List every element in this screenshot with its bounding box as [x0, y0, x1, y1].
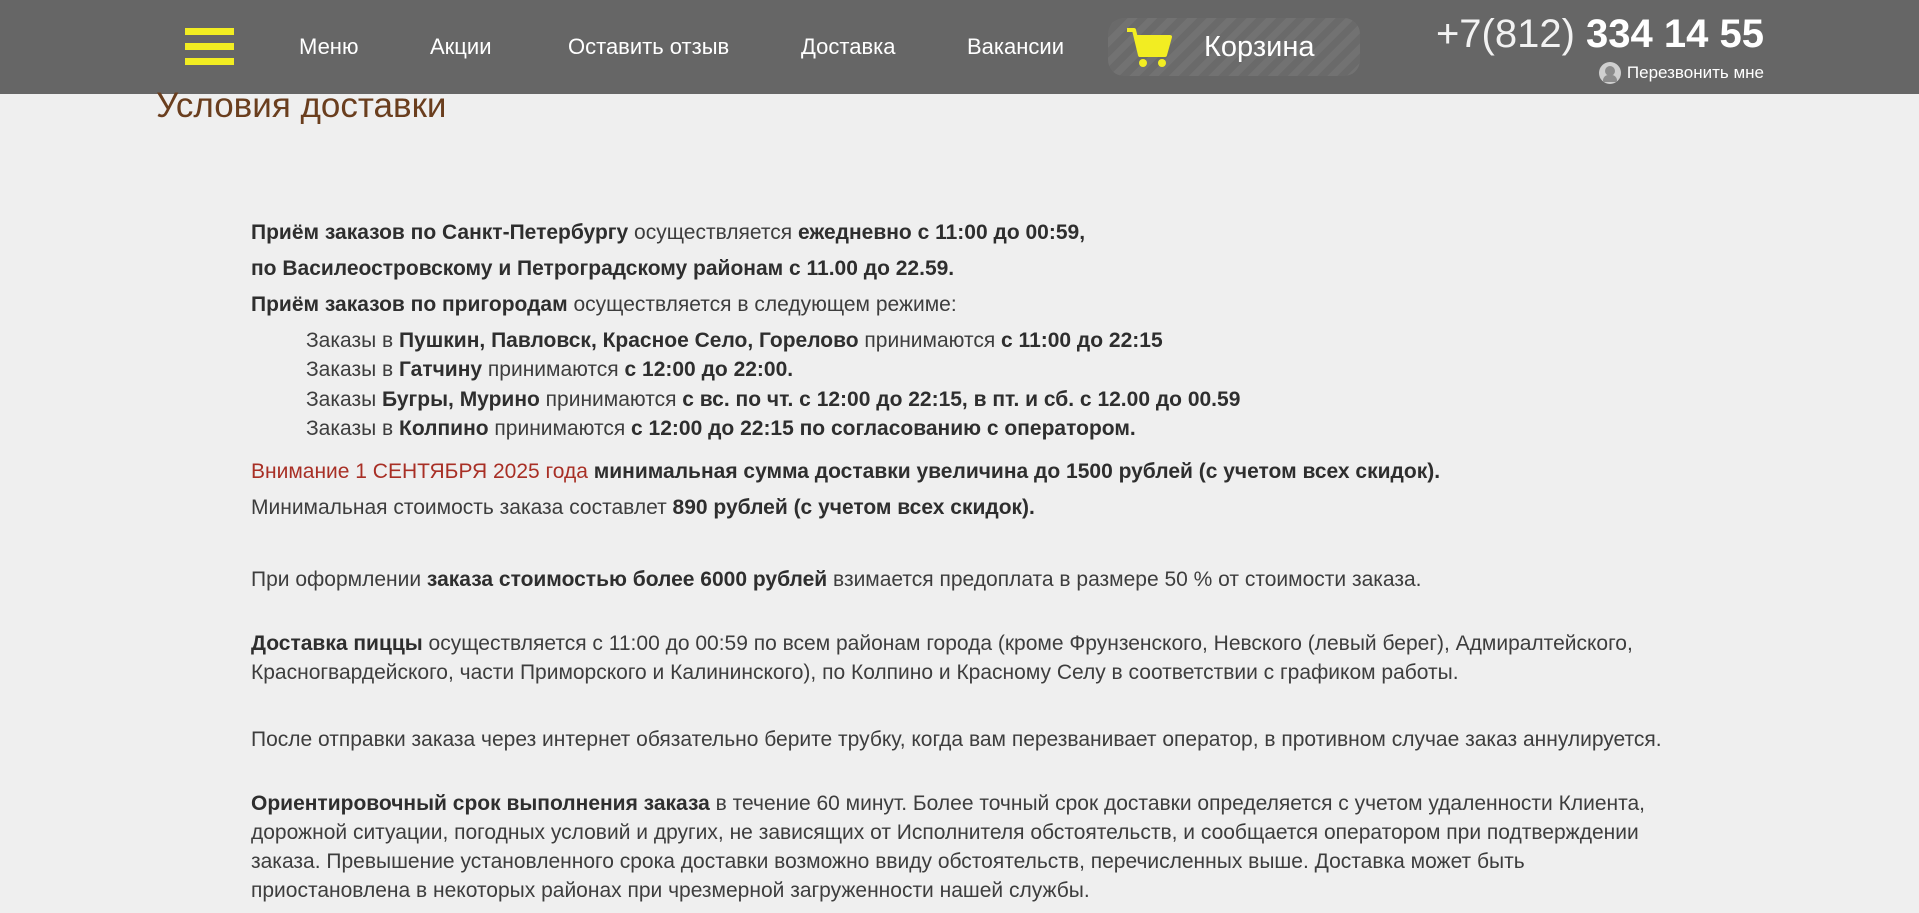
suburb-line: Заказы в Гатчину принимаются с 12:00 до 22:00.: [306, 358, 794, 381]
phone-notice-paragraph: После отправки заказа через интернет обязательно берите трубку, когда вам перезванивает оператор, в противном случае заказ аннулируется.: [251, 728, 1662, 751]
nav-delivery[interactable]: Доставка: [801, 34, 896, 59]
page-title: Условия доставки: [156, 86, 447, 125]
suburb-line: Заказы в Пушкин, Павловск, Красное Село, Горелово принимаются с 11:00 до 22:15: [306, 329, 1163, 352]
suburb-line: Заказы Бугры, Мурино принимаются с вс. по чт. с 12:00 до 22:15, в пт. и сб. с 12.00 до 00.59: [306, 388, 1241, 411]
nav-promotions[interactable]: Акции: [430, 34, 492, 59]
cart-label: Корзина: [1204, 31, 1315, 63]
cart-button[interactable]: [1108, 18, 1360, 76]
callback-label: Перезвонить мне: [1626, 63, 1764, 82]
top-header: [0, 0, 1919, 94]
shopping-cart-icon: [1125, 26, 1173, 70]
phone-prefix: +7(812): [1435, 12, 1575, 56]
nav-vacancies[interactable]: Вакансии: [967, 34, 1064, 59]
suburbs-intro-line: Приём заказов по пригородам осуществляется в следующем режиме:: [251, 293, 957, 316]
nav-leave-review[interactable]: Оставить отзыв: [568, 34, 730, 59]
callback-link[interactable]: [1599, 60, 1764, 86]
suburb-line: Заказы в Колпино принимаются с 12:00 до 22:15 по согласованию с оператором.: [306, 417, 1136, 440]
pizza-delivery-paragraph: Доставка пиццы осуществляется с 11:00 до 00:59 по всем районам города (кроме Фрунзенского, Невского (левый берег), Адмиралтейского, Красногвардейского, части Приморского и Калининского), по Колпино и Красному Селу в соответствии с графиком работы.: [251, 632, 1633, 684]
spb-intake-line: Приём заказов по Санкт-Петербургу осуществляется ежедневно с 11:00 до 00:59,: [251, 221, 1086, 244]
phone-number[interactable]: [1436, 9, 1764, 59]
eta-paragraph: Ориентировочный срок выполнения заказа в течение 60 минут. Более точный срок доставки определяется с учетом удаленности Клиента, дорожной ситуации, погодных условий и других, не зависящих от Исполнителя обстоятельств, и сообщается оператором при подтверждении заказа. Превышение установленного срока доставки возможно ввиду обстоятельств, перечисленных выше. Доставка может быть приостановлена в некоторых районах при чрезмерной загруженности нашей службы.: [251, 792, 1645, 902]
price-notice: Внимание 1 СЕНТЯБРЯ 2025 года минимальная сумма доставки увеличина до 1500 рублей (с учетом всех скидок).: [251, 460, 1441, 483]
districts-intake-line: по Василеостровскому и Петроградскому районам с 11.00 до 22.59.: [251, 257, 955, 280]
prepay-line: При оформлении заказа стоимостью более 6000 рублей взимается предоплата в размере 50 % от стоимости заказа.: [251, 568, 1422, 591]
user-avatar-icon: [1599, 62, 1621, 84]
phone-main: 334 14 55: [1586, 12, 1764, 56]
hamburger-menu-icon[interactable]: [185, 28, 234, 66]
nav-menu[interactable]: Меню: [299, 34, 359, 59]
min-order-line: Минимальная стоимость заказа составлет 890 рублей (с учетом всех скидок).: [251, 496, 1035, 519]
